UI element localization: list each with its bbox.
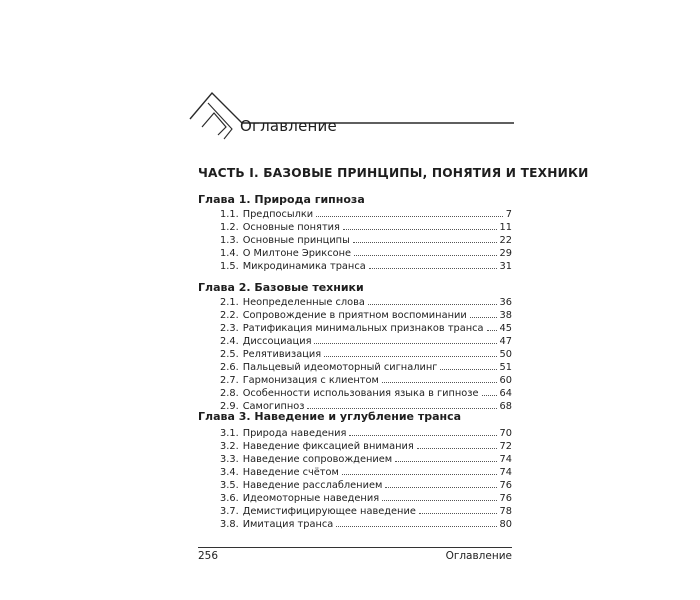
toc-entry[interactable] — [220, 504, 512, 518]
toc-entry[interactable] — [220, 439, 512, 453]
page-title: Оглавление — [240, 117, 337, 135]
leader-dots — [369, 259, 497, 269]
entry-title: Сопровождение в приятном воспоминании — [242, 310, 467, 321]
toc-entry[interactable] — [220, 347, 512, 361]
part-title: ЧАСТЬ I. БАЗОВЫЕ ПРИНЦИПЫ, ПОНЯТИЯ И ТЕХНИКИ — [198, 166, 589, 180]
entry-title: Диссоциация — [242, 336, 312, 347]
leader-dots — [382, 373, 497, 383]
toc-entry[interactable] — [220, 373, 512, 387]
leader-dots — [342, 465, 497, 475]
entry-number: 3.5. — [220, 480, 239, 491]
entry-page: 29 — [499, 248, 512, 259]
entry-title: Основные понятия — [242, 222, 340, 233]
toc-entry[interactable] — [220, 220, 512, 234]
entry-number: 2.3. — [220, 323, 239, 334]
entry-page: 68 — [499, 401, 512, 412]
entry-page: 50 — [499, 349, 512, 360]
leader-dots — [353, 233, 497, 243]
entry-number: 3.1. — [220, 428, 239, 439]
toc-entry[interactable] — [220, 259, 512, 273]
header-ornament-icon — [188, 87, 518, 142]
entry-number: 2.6. — [220, 362, 239, 373]
toc-entry[interactable] — [220, 295, 512, 309]
entry-page: 70 — [499, 428, 512, 439]
leader-dots — [368, 295, 497, 305]
toc-entry[interactable] — [220, 452, 512, 466]
entry-page: 36 — [499, 297, 512, 308]
entry-page: 76 — [499, 480, 512, 491]
entry-title: Неопределенные слова — [242, 297, 365, 308]
toc-entry[interactable] — [220, 517, 512, 531]
leader-dots — [307, 399, 496, 409]
entry-title: Релятивизация — [242, 349, 322, 360]
entry-number: 1.4. — [220, 248, 239, 259]
entry-title: Особенности использования языка в гипнозе — [242, 388, 479, 399]
entry-page: 45 — [499, 323, 512, 334]
entry-number: 2.1. — [220, 297, 239, 308]
entry-title: Предпосылки — [242, 209, 314, 220]
toc-entry[interactable] — [220, 246, 512, 260]
entry-page: 64 — [499, 388, 512, 399]
entry-title: Имитация транса — [242, 519, 334, 530]
entry-page: 80 — [499, 519, 512, 530]
entry-title: Природа наведения — [242, 428, 347, 439]
entry-title: Основные принципы — [242, 235, 350, 246]
entry-number: 2.9. — [220, 401, 239, 412]
running-title: Оглавление — [445, 550, 512, 562]
leader-dots — [487, 321, 497, 331]
entry-title: Идеомоторные наведения — [242, 493, 380, 504]
entry-title: Наведение фиксацией внимания — [242, 441, 414, 452]
toc-entry[interactable] — [220, 491, 512, 505]
entry-number: 3.2. — [220, 441, 239, 452]
entry-page: 38 — [499, 310, 512, 321]
entry-title: Самогипноз — [242, 401, 305, 412]
leader-dots — [385, 478, 496, 488]
leader-dots — [354, 246, 497, 256]
entry-title: Наведение счётом — [242, 467, 339, 478]
toc-entry[interactable] — [220, 334, 512, 348]
entry-number: 1.2. — [220, 222, 239, 233]
toc-entry[interactable] — [220, 308, 512, 322]
toc-entry[interactable] — [220, 478, 512, 492]
leader-dots — [324, 347, 496, 357]
leader-dots — [343, 220, 497, 230]
entry-number: 2.4. — [220, 336, 239, 347]
toc-entry[interactable] — [220, 465, 512, 479]
leader-dots — [417, 439, 497, 449]
leader-dots — [419, 504, 497, 514]
entry-title: О Милтоне Эриксоне — [242, 248, 352, 259]
toc-entry[interactable] — [220, 233, 512, 247]
entry-title: Микродинамика транса — [242, 261, 366, 272]
entry-number: 2.2. — [220, 310, 239, 321]
entry-page: 60 — [499, 375, 512, 386]
entry-number: 3.3. — [220, 454, 239, 465]
entry-title: Наведение расслаблением — [242, 480, 383, 491]
leader-dots — [336, 517, 496, 527]
entry-number: 1.3. — [220, 235, 239, 246]
leader-dots — [482, 386, 497, 396]
leader-dots — [395, 452, 496, 462]
entry-title: Пальцевый идеомоторный сигналинг — [242, 362, 438, 373]
entry-page: 72 — [499, 441, 512, 452]
entry-title: Наведение сопровождением — [242, 454, 393, 465]
chapter-title: Глава 1. Природа гипноза — [198, 193, 365, 206]
entry-number: 3.6. — [220, 493, 239, 504]
toc-entry[interactable] — [220, 321, 512, 335]
toc-entry[interactable] — [220, 426, 512, 440]
chapter-title: Глава 2. Базовые техники — [198, 281, 364, 294]
entry-number: 2.7. — [220, 375, 239, 386]
entry-title: Демистифицирующее наведение — [242, 506, 416, 517]
entry-page: 47 — [499, 336, 512, 347]
toc-entry[interactable] — [220, 360, 512, 374]
toc-entry[interactable] — [220, 207, 512, 221]
entry-title: Гармонизация с клиентом — [242, 375, 379, 386]
entry-page: 78 — [499, 506, 512, 517]
entry-number: 2.5. — [220, 349, 239, 360]
leader-dots — [382, 491, 496, 501]
entry-number: 2.8. — [220, 388, 239, 399]
entry-page: 22 — [499, 235, 512, 246]
entry-page: 11 — [499, 222, 512, 233]
leader-dots — [316, 207, 503, 217]
entry-page: 74 — [499, 454, 512, 465]
entry-number: 3.4. — [220, 467, 239, 478]
leader-dots — [349, 426, 496, 436]
entry-number: 1.1. — [220, 209, 239, 220]
entry-number: 3.7. — [220, 506, 239, 517]
entry-title: Ратификация минимальных признаков транса — [242, 323, 484, 334]
entry-number: 3.8. — [220, 519, 239, 530]
leader-dots — [470, 308, 497, 318]
leader-dots — [440, 360, 496, 370]
leader-dots — [314, 334, 496, 344]
entry-page: 7 — [505, 209, 512, 220]
entry-page: 31 — [499, 261, 512, 272]
entry-page: 76 — [499, 493, 512, 504]
entry-page: 74 — [499, 467, 512, 478]
page-number: 256 — [198, 550, 219, 562]
entry-number: 1.5. — [220, 261, 239, 272]
toc-entry[interactable] — [220, 386, 512, 400]
chapter-title: Глава 3. Наведение и углубление транса — [198, 410, 462, 423]
entry-page: 51 — [499, 362, 512, 373]
footer-rule — [198, 547, 512, 548]
